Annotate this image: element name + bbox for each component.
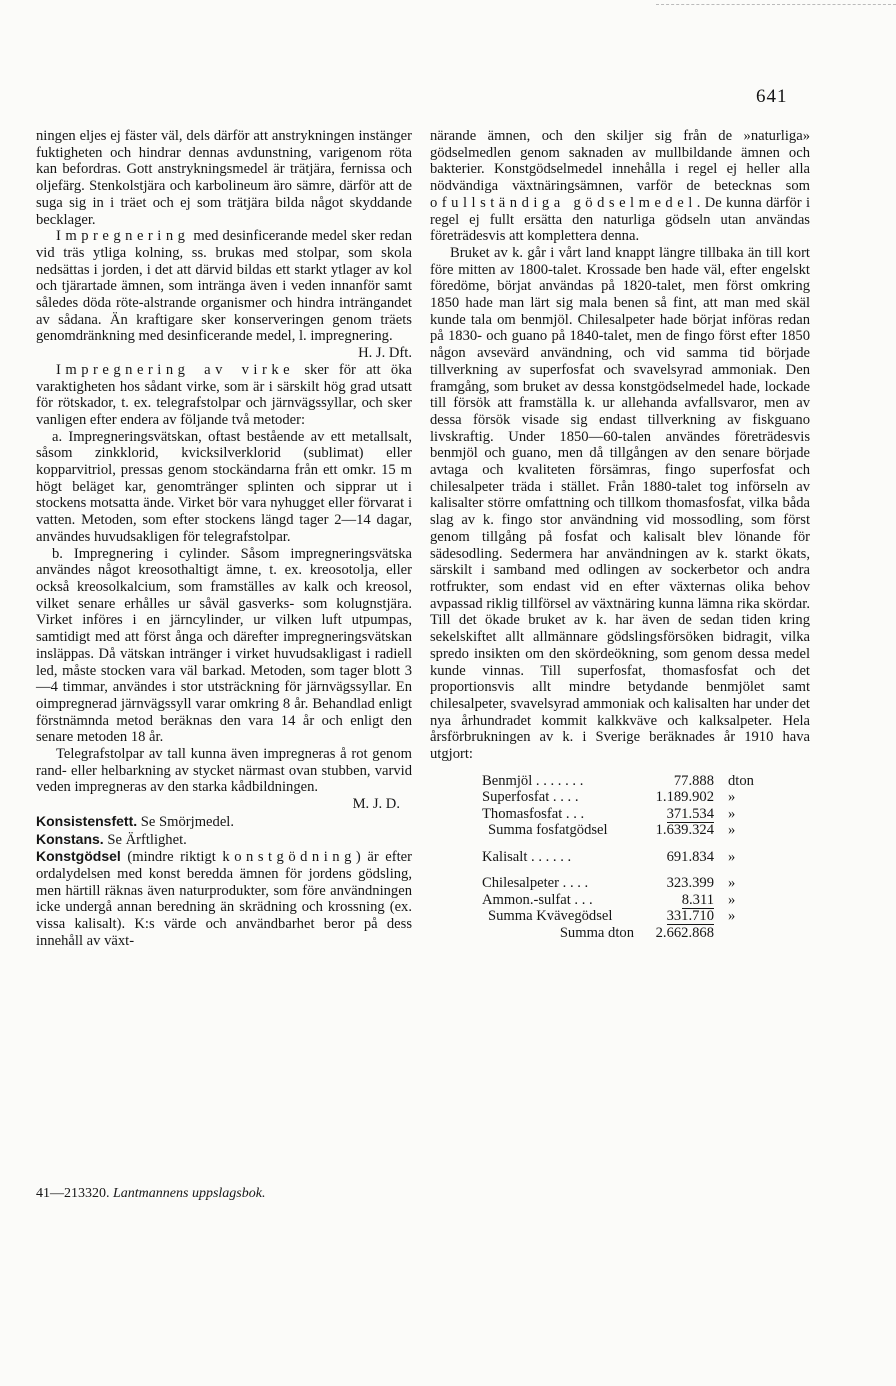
signature: M. J. D. <box>352 796 400 813</box>
right-column <box>430 128 810 941</box>
print-code: 41—213320. <box>36 1186 110 1201</box>
paragraph-impregnering-virke: Impregnering av virke sker för att öka varaktigheten hos sådant virke, som är i särskilt hög grad utsatt för rötskador, t. ex. telegrafstolpar och järnvägssyllar, och sker vanligen efter endera av följande två metoder: <box>36 361 412 428</box>
paragraph-impregnering: Impregnering med desinficerande medel sker redan vid träs ytliga kolning, ss. brukas med stolpar, som skola nedsättas i jorden, i det att därvid bildas ett starkt ytlager av kol och tjärartade ämnen, som intränga även i veden innanför samt således döda röte-alstrande organismer och hindra inträngandet av sådana. Än kraftigare sker konserveringen genom träets genomdränkning med desinficerande medel, l. impregnering. H. J. Dft. <box>36 228 412 362</box>
table-row: Summa fosfatgödsel 1.639.324 » <box>488 822 736 839</box>
signature: H. J. Dft. <box>358 345 412 362</box>
term-impregnering-virke: Impregnering av virke <box>56 361 295 378</box>
entry-konstgodsel: Konstgödsel (mindre riktigt konstgödning) är efter ordalydelsen med konst beredda ämnen för jordens gödsling, men härtill räknas även naturprodukter, som före användningen icke undergå annan beredning än skrädning och krossning (ex. vissa kalisalt). K:s värde och användbarhet beror på dess innehåll av växt- <box>36 848 412 949</box>
table-row: Kalisalt . . . . . . 691.834 » <box>482 848 736 865</box>
paragraph-telegrafstolpar: Telegrafstolpar av tall kunna även impregneras å rot genom rand- eller helbarkning av stycket närmast ovan stubben, varvid veden impregneras av den starka kådbildningen. <box>36 746 412 796</box>
paragraph-method-b: b. Impregnering i cylinder. Såsom impregneringsvätska användes något kreosothaltigt ämne, t. ex. kreosotolja, eller också kreosolkalcium, som framställes av kalk och kreosol, vilket senare erhålles ur såväl gasverks- som kolugnstjära. Virket införes i en järncylinder, ur vilken luft utpumpas, samtidigt med att först ånga och därefter impregneringsvätskan insläppas. Då vätskan intränger i virket huvudsakligast i radiell led, måste stocken vara väl barkad. Metoden, som tager blott 3—4 timmar, användes i stor utsträckning för järnvägssyllar. En oimpregnerad järnvägssyll varar omkring 8 år. Behandlad enligt förstnämnda metod beräknas den vara 14 år och enligt den senare metoden 18 år. <box>36 545 412 746</box>
entry-konstans: Konstans. Se Ärftlighet. <box>36 830 187 848</box>
paragraph-anstrykning: ningen eljes ej fäster väl, dels därför att anstrykningen instänger fuktigheten och hindrar dennas avdunstning, varigenom röta kan befordras. Gott anstrykningsmedel är trätjära, fernissa och oljefärg. Stenkolstjära och karbolineum äro sämre, därför att de suga sig in i träet och ej som trätjära bilda något skyddande becklager. <box>36 128 412 228</box>
table-row: Thomasfosfat . . . 371.534 » <box>482 805 736 822</box>
book-title: Lantmannens uppslagsbok. <box>113 1186 266 1201</box>
entry-heading: Konstgödsel <box>36 848 121 865</box>
table-row: Chilesalpeter . . . . 323.399 » <box>482 875 736 892</box>
paragraph-naringsamnen: närande ämnen, och den skiljer sig från de »naturliga» gödselmedlen genom saknaden av mullbildande ämnen och bakterier. Konstgödselmedel innehålla i regel ej heller alla nödvändiga växtnäringsämnen, varför de betecknas som ofullständiga gödselmedel. De kunna därför i regel ej fullt ersätta den naturliga gödseln utan användas företrädesvis att komplettera denna. <box>430 128 810 245</box>
consumption-table <box>480 773 756 942</box>
entry-heading: Konstans. <box>36 830 104 847</box>
entry-konsistensfett: Konsistensfett. Se Smörjmedel. <box>36 812 235 830</box>
paragraph-method-a: a. Impregneringsvätskan, oftast bestående av ett metallsalt, såsom zinkklorid, kvicksilverklorid (sublimat) eller kopparvitriol, pressas genom stockändarna från ett omkr. 15 m högt beläget kar, genomtränger splinten och sipprar ut i stockens motsatta ände. Virket bör vara nyhugget eller förvarat i vatten. Metoden, som efter stockens längd tager 2—14 dagar, användes huvudsakligen för telegrafstolpar. <box>36 428 412 545</box>
table-row: Summa dton 2.662.868 <box>559 924 714 941</box>
term-ofullstandiga: ofullständiga gödselmedel <box>430 194 697 211</box>
left-column <box>36 128 412 949</box>
table-row: Ammon.-sulfat . . . 8.311 » <box>482 891 736 908</box>
entry-heading: Konsistensfett. <box>36 812 138 829</box>
table-row: Benmjöl . . . . . . . 77.888 dton <box>482 772 754 789</box>
table-row: Summa Kvävegödsel 331.710 » <box>488 908 736 925</box>
page-number: 641 <box>756 86 788 107</box>
scan-edge-rule <box>656 4 896 6</box>
term-impregnering: Impregnering <box>56 228 190 245</box>
paragraph-history: Bruket av k. går i vårt land knappt längre tillbaka än till kort före mitten av 1800-talet. Krossade ben hade väl, efter engelskt föredöme, börjat användas på 1820-talet, men först omkring 1850 hade man lärt sig mala benen så fint, att man med skäl kunde tala om benmjöl. Chilesalpeter hade börjat införas redan på 1830- och guano på 1840-talet, men de fingo först efter 1850 någon avsevärd användning, och vid samma tid började tillverkning av superfosfat och svavelsyrad ammoniak. Den framgång, som bruket av dessa konstgödselmedel hade, lockade till försök att framställa k. ur allehanda avfallsvaror, men av dessa försök visade sig endast tillverkning av fiskguano livskraftig. Under 1850—60-talen användes företrädesvis benmjöl och guano, men då tillgången av den senare började avtaga och kvaliteten försämras, fingo superfosfat och chilesalpeter träda i stället. Från 1880-talet tog införseln av kalisalter större omfattning och tillkom thomasfosfat, vilka båda slag av k. fingo stor användning vid mossodling, som först genom tillgång på fosfat och kalisalt blev lönande för sädesodling. Sedermera har användningen av k. starkt ökats, särskilt i samband med odlingen av sockerbetor och andra rotfrukter, som endast vid en efter växternas olika behov avpassad riklig tillförsel av växtnäring kunna lämna rika skördar. Till det ökade bruket av k. har även de sedan tiden kring sekelskiftet allt allmännare gödslingsförsöken bidragit, vilka spredo insikten om den skördeökning, som genom dessa medel kunde vinnas. Till superfosfat, thomasfosfat och det proportionsvis allt mindre betydande benmjölet samt chilesalpeter, svavelsyrad ammoniak och kalisalten har under det nya århundradet kommit kalkkväve och kalksalpeter. Hela årsförbrukningen av k. i Sverige beräknades år 1910 hava utgjort: <box>430 244 810 763</box>
footer <box>36 1186 265 1202</box>
table-row: Superfosfat . . . . 1.189.902 » <box>482 789 736 806</box>
